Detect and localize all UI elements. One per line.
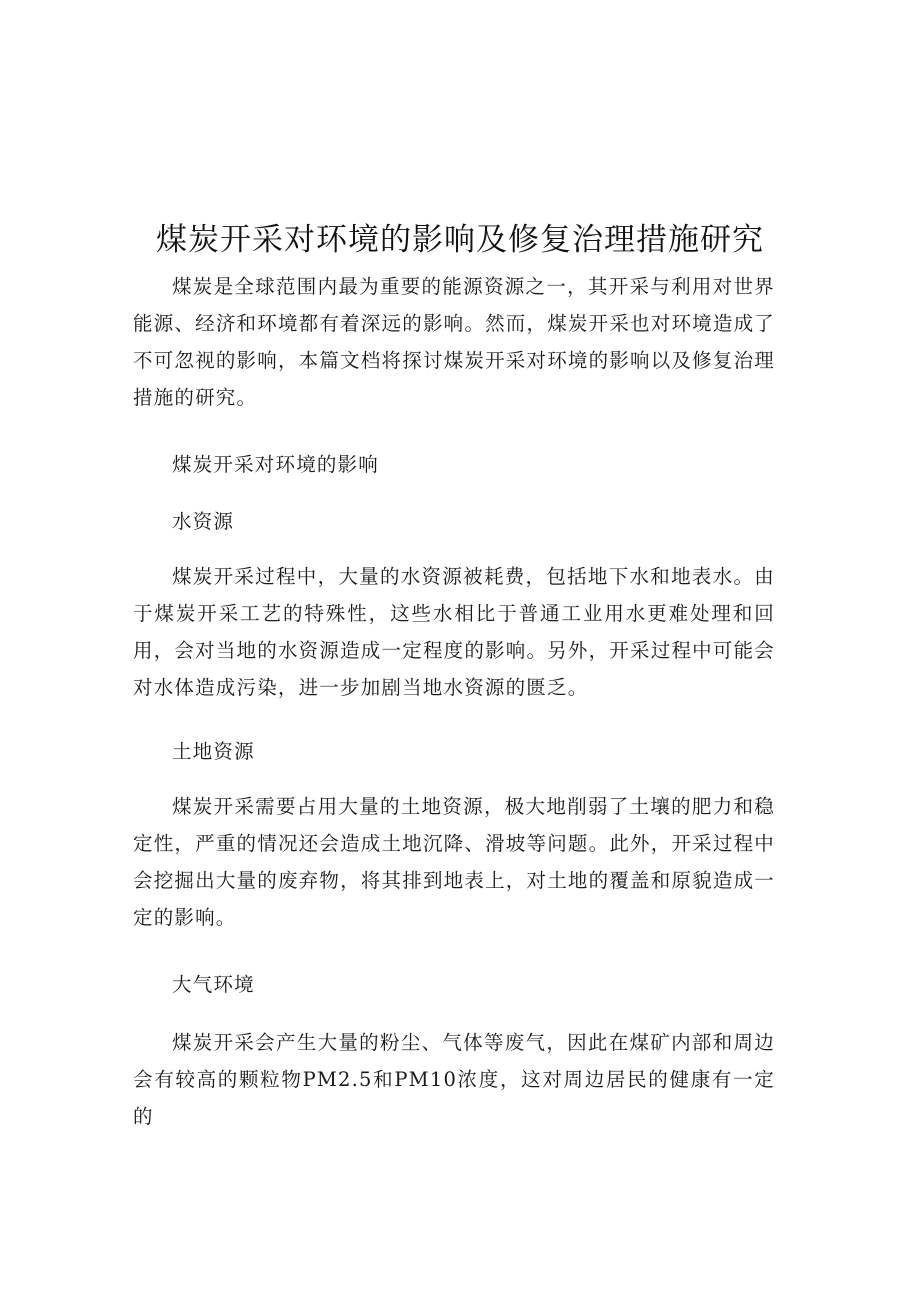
document-title: 煤炭开采对环境的影响及修复治理措施研究 xyxy=(156,222,764,258)
air-paragraph: 煤炭开采会产生大量的粉尘、气体等废气，因此在煤矿内部和周边会有较高的颗粒物PM2.5和PM10浓度，这对周边居民的健康有一定的 xyxy=(133,1031,775,1128)
water-paragraph: 煤炭开采过程中，大量的水资源被耗费，包括地下水和地表水。由于煤炭开采工艺的特殊性，这些水相比于普通工业用水更难处理和回用，会对当地的水资源造成一定程度的影响。另外，开采过程中可能会对水体造成污染，进一步加剧当地水资源的匮乏。 xyxy=(133,565,775,699)
intro-paragraph: 煤炭是全球范围内最为重要的能源资源之一，其开采与利用对世界能源、经济和环境都有着深远的影响。然而，煤炭开采也对环境造成了不可忽视的影响，本篇文档将探讨煤炭开采对环境的影响以及修复治理措施的研究。 xyxy=(133,275,775,409)
land-paragraph: 煤炭开采需要占用大量的土地资源，极大地削弱了土壤的肥力和稳定性，严重的情况还会造成土地沉降、滑坡等问题。此外，开采过程中会挖掘出大量的废弃物，将其排到地表上，对土地的覆盖和原貌造成一定的影响。 xyxy=(133,795,775,929)
air-heading: 大气环境 xyxy=(172,973,255,996)
land-heading: 土地资源 xyxy=(172,740,255,763)
section-heading: 煤炭开采对环境的影响 xyxy=(172,453,380,476)
water-heading: 水资源 xyxy=(172,510,235,533)
